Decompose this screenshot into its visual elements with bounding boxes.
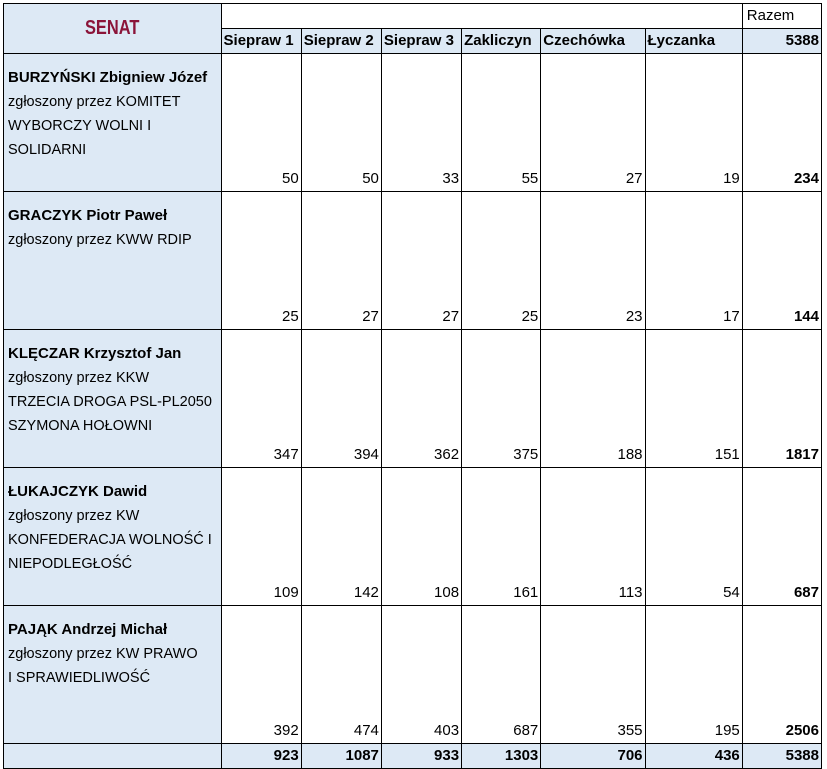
- candidate-committee-line: zgłoszony przez KW: [8, 508, 140, 524]
- vote-count-cell: 113: [541, 468, 645, 606]
- candidate-committee-line: zgłoszony przez KWW RDIP: [8, 232, 192, 248]
- vote-count-cell: 109: [221, 468, 301, 606]
- candidate-total-cell: 1817: [742, 330, 821, 468]
- candidate-committee-line: zgłoszony przez KOMITET: [8, 94, 181, 110]
- vote-count-cell: 403: [381, 606, 461, 744]
- candidate-committee-line: WYBORCZY WOLNI I: [8, 118, 152, 134]
- vote-count-cell: 362: [381, 330, 461, 468]
- sum-total-cell: 5388: [742, 744, 821, 769]
- vote-count-cell: 25: [221, 192, 301, 330]
- header-blank-cell: [221, 4, 742, 29]
- candidate-row: [4, 606, 822, 744]
- razem-label: Razem: [742, 4, 821, 29]
- candidate-name: BURZYŃSKI Zbigniew Józef: [8, 69, 208, 86]
- vote-count-cell: 474: [301, 606, 381, 744]
- column-header: Czechówka: [541, 29, 645, 54]
- vote-count-cell: 375: [462, 330, 541, 468]
- vote-count-cell: 188: [541, 330, 645, 468]
- candidate-name: PAJĄK Andrzej Michał: [8, 621, 168, 638]
- vote-count-cell: 25: [462, 192, 541, 330]
- vote-count-cell: 161: [462, 468, 541, 606]
- vote-count-cell: 355: [541, 606, 645, 744]
- page-title: SENAT: [85, 16, 140, 39]
- vote-count-cell: 195: [645, 606, 742, 744]
- vote-count-cell: 55: [462, 54, 541, 192]
- candidate-name: GRACZYK Piotr Paweł: [8, 207, 168, 224]
- candidate-total-cell: 234: [742, 54, 821, 192]
- totals-label-cell: [4, 744, 222, 769]
- vote-count-cell: 50: [301, 54, 381, 192]
- column-total-cell: 706: [541, 744, 645, 769]
- candidate-row: [4, 330, 822, 468]
- vote-count-cell: 54: [645, 468, 742, 606]
- candidate-committee-line: SOLIDARNI: [8, 142, 87, 158]
- candidate-cell: [4, 54, 222, 192]
- candidate-committee-line: zgłoszony przez KW PRAWO: [8, 646, 198, 662]
- candidate-committee-line: zgłoszony przez KKW: [8, 370, 150, 386]
- column-totals-row: [4, 744, 822, 769]
- candidate-name: ŁUKAJCZYK Dawid: [8, 483, 148, 500]
- vote-count-cell: 27: [541, 54, 645, 192]
- candidate-committee-line: SZYMONA HOŁOWNI: [8, 418, 153, 434]
- candidate-row: [4, 54, 822, 192]
- column-header: Siepraw 2: [301, 29, 381, 54]
- candidate-row: [4, 192, 822, 330]
- candidate-committee-line: TRZECIA DROGA PSL-PL2050: [8, 394, 212, 410]
- column-total-cell: 1087: [301, 744, 381, 769]
- vote-count-cell: 17: [645, 192, 742, 330]
- candidate-committee-line: NIEPODLEGŁOŚĆ: [8, 556, 133, 572]
- column-total-cell: 933: [381, 744, 461, 769]
- vote-count-cell: 687: [462, 606, 541, 744]
- senate-results-table: [3, 3, 822, 769]
- column-header: Łyczanka: [645, 29, 742, 54]
- candidate-total-cell: 144: [742, 192, 821, 330]
- column-total-cell: 436: [645, 744, 742, 769]
- column-header: Zakliczyn: [462, 29, 541, 54]
- column-total-cell: 923: [221, 744, 301, 769]
- candidate-committee-line: KONFEDERACJA WOLNOŚĆ I: [8, 532, 212, 548]
- vote-count-cell: 50: [221, 54, 301, 192]
- vote-count-cell: 142: [301, 468, 381, 606]
- vote-count-cell: 27: [381, 192, 461, 330]
- column-header: Siepraw 3: [381, 29, 461, 54]
- grand-total-header: 5388: [742, 29, 821, 54]
- candidate-cell: [4, 606, 222, 744]
- vote-count-cell: 394: [301, 330, 381, 468]
- vote-count-cell: 151: [645, 330, 742, 468]
- vote-count-cell: 27: [301, 192, 381, 330]
- column-header: Siepraw 1: [221, 29, 301, 54]
- candidate-total-cell: 2506: [742, 606, 821, 744]
- vote-count-cell: 108: [381, 468, 461, 606]
- header-row-top: [4, 4, 822, 29]
- candidate-committee-line: I SPRAWIEDLIWOŚĆ: [8, 670, 151, 686]
- vote-count-cell: 392: [221, 606, 301, 744]
- candidate-cell: [4, 330, 222, 468]
- candidate-cell: [4, 468, 222, 606]
- vote-count-cell: 347: [221, 330, 301, 468]
- candidate-total-cell: 687: [742, 468, 821, 606]
- vote-count-cell: 19: [645, 54, 742, 192]
- title-cell: [4, 4, 222, 54]
- candidate-row: [4, 468, 822, 606]
- vote-count-cell: 33: [381, 54, 461, 192]
- candidate-cell: [4, 192, 222, 330]
- vote-count-cell: 23: [541, 192, 645, 330]
- candidate-name: KLĘCZAR Krzysztof Jan: [8, 345, 182, 362]
- column-total-cell: 1303: [462, 744, 541, 769]
